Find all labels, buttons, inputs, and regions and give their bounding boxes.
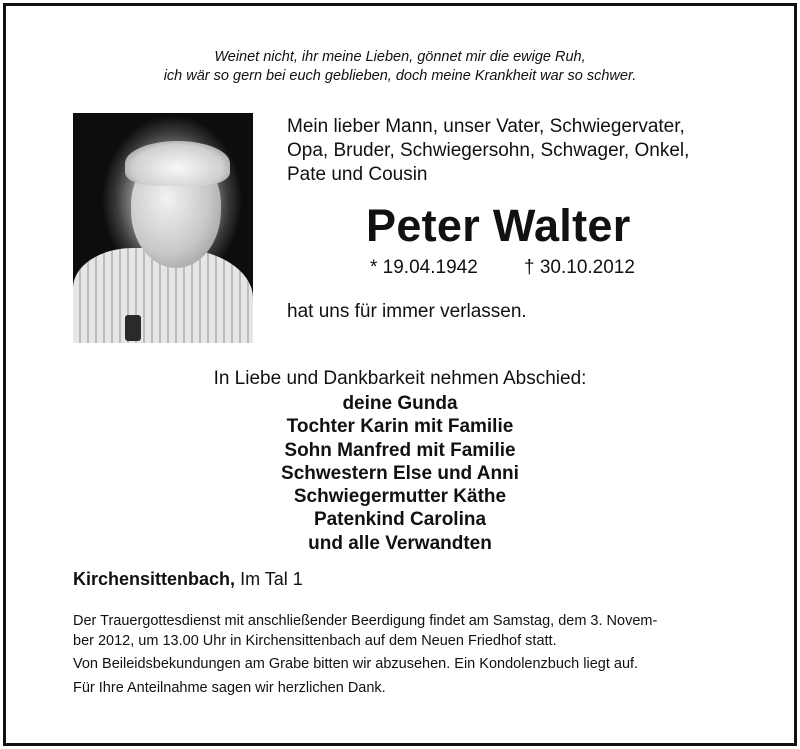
service-line: ber 2012, um 13.00 Uhr in Kirchensittenbach auf dem Neuen Friedhof statt. — [73, 632, 557, 649]
service-info — [73, 612, 733, 651]
left-us-text: hat uns für immer verlassen. — [287, 301, 527, 322]
poem-line: ich wär so gern bei euch geblieben, doch meine Krankheit war so schwer. — [163, 68, 637, 84]
poem — [0, 48, 800, 86]
mourner-item: Schwiegermutter Käthe — [293, 486, 507, 508]
intro-line: Pate und Cousin — [287, 164, 428, 185]
intro-line: Opa, Bruder, Schwiegersohn, Schwager, Onkel, — [287, 140, 690, 161]
mourners-list — [0, 392, 800, 555]
mourner-item: Schwestern Else und Anni — [281, 462, 519, 484]
address — [73, 567, 303, 591]
thanks-text: Für Ihre Anteilnahme sagen wir herzlichen Dank. — [73, 679, 386, 696]
mourner-item: Tochter Karin mit Familie — [286, 416, 514, 438]
intro-line: Mein lieber Mann, unser Vater, Schwiegervater, — [287, 116, 685, 137]
photo-watch — [125, 315, 141, 341]
condolence-info: Von Beileidsbekundungen am Grabe bitten wir abzusehen. Ein Kondolenzbuch liegt auf. — [73, 656, 639, 672]
mourner-item: deine Gunda — [342, 393, 458, 414]
mourner-item: Patenkind Carolina — [313, 509, 487, 531]
deceased-name: Peter Walter — [366, 200, 631, 251]
poem-line: Weinet nicht, ihr meine Lieben, gönnet mir die ewige Ruh, — [214, 49, 586, 65]
service-line: Der Trauergottesdienst mit anschließender Beerdigung findet am Samstag, dem 3. Novem- — [73, 613, 658, 629]
photo-hair — [125, 141, 230, 186]
birth-date: * 19.04.1942 — [370, 257, 478, 278]
address-town: Kirchensittenbach, — [73, 569, 236, 589]
notes — [73, 612, 733, 702]
address-street: Im Tal 1 — [240, 569, 303, 589]
farewell-heading: In Liebe und Dankbarkeit nehmen Abschied: — [213, 368, 587, 389]
portrait-photo — [73, 113, 253, 343]
mourner-item: und alle Verwandten — [308, 532, 492, 554]
intro-text — [287, 115, 747, 187]
mourner-item: Sohn Manfred mit Familie — [284, 439, 516, 461]
death-date: † 30.10.2012 — [524, 257, 635, 278]
